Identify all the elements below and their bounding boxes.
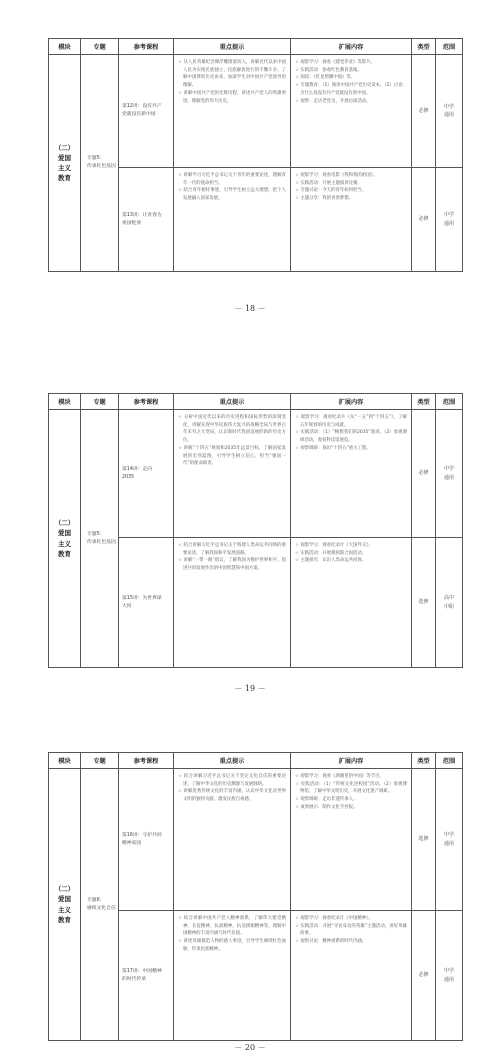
header-scope: 范围 bbox=[436, 753, 463, 769]
header-module: 模块 bbox=[49, 753, 81, 769]
extended-content-cell: ☆ 观影学习：观看《典籍里的中国》等节目。 ☆ 实践活动：（1）“传统文化进校园”活动。（2）参观博物馆，了解中华文明历史，开展文化遗产调研。 ☆ 观察调研：走访非遗传承人。 ☆ 成果展示：制作文化手抄报。 bbox=[291, 769, 412, 911]
header-scope: 范围 bbox=[436, 39, 463, 55]
course-cell: 第16讲：守护共同 精神家园 bbox=[119, 769, 174, 911]
header-type: 类型 bbox=[412, 394, 436, 410]
header-module: 模块 bbox=[49, 394, 81, 410]
header-topic: 专题 bbox=[81, 39, 119, 55]
module-cell: （二） 爱国 主义 教育 bbox=[49, 55, 81, 272]
header-module: 模块 bbox=[49, 39, 81, 55]
header-extended: 扩展内容 bbox=[291, 394, 412, 410]
type-cell: 必修 bbox=[412, 410, 436, 538]
course-cell: 第15讲：为世界谋 大同 bbox=[119, 538, 174, 668]
course-cell: 第17讲：中国精神 的时代传承 bbox=[119, 911, 174, 1041]
header-key-points: 重点提示 bbox=[174, 394, 291, 410]
table-row bbox=[49, 410, 463, 538]
header-extended: 扩展内容 bbox=[291, 39, 412, 55]
type-cell: 选修 bbox=[412, 769, 436, 911]
header-key-points: 重点提示 bbox=[174, 753, 291, 769]
extended-content-cell: ☆ 观影学习：观看纪录片《中国精神》。 ☆ 实践活动：开展“寻访身边的英雄”主题活动，讲好英雄故事。 ☆ 观察讨论：精神谱系的时代内涵。 bbox=[291, 911, 412, 1041]
header-course: 参考课程 bbox=[119, 394, 174, 410]
module-cell: （二） 爱国 主义 教育 bbox=[49, 769, 81, 1041]
type-cell: 必修 bbox=[412, 168, 436, 272]
key-points-cell: ☆ 结合讲解习近平总书记关于坚定文化自信的重要论述，了解中华文化的历史渊源与发展脉络。 ☆ 讲解优秀传统文化的丰富内涵，认识中华文化对世界文明的独特贡献，激发民族自豪感。 bbox=[174, 769, 291, 911]
key-points-cell: ☆ 结合讲解习近平总书记关于构建人类命运共同体的重要论述，了解我国和平发展道路。 ☆ 讲解“一带一路”倡议，了解我国为维护世界和平、促进共同发展作出的中国智慧和中国方案。 bbox=[174, 538, 291, 668]
header-scope: 范围 bbox=[436, 394, 463, 410]
course-cell: 第13讲：让青春为 祖国绽放 bbox=[119, 168, 174, 272]
page-2-table bbox=[48, 393, 463, 668]
type-cell: 必修 bbox=[412, 55, 436, 168]
extended-content-cell: ☆ 观影学习：观看《建党伟业》等影片。 ☆ 实践活动：参观红色教育基地。 ☆ 阅读：《红星照耀中国》等。 ☆ 专题教育：（1）阅读中国共产党历史读本。（2）讨论：为什么说没有共产党就没有新中国。 ☆ 观察：走访老党员，开展访谈活动。 bbox=[291, 55, 412, 168]
scope-cell: 中学 通用 bbox=[436, 911, 463, 1041]
topic-cell: 专题5： 传承红色基因 bbox=[81, 55, 119, 272]
header-type: 类型 bbox=[412, 753, 436, 769]
course-cell: 第14讲：走向 2035 bbox=[119, 410, 174, 538]
header-course: 参考课程 bbox=[119, 39, 174, 55]
key-points-cell: ☆ 分析中国近代以来的历史进程和国际形势的深刻变化，讲解实现中华民族伟大复兴的战略全局与世界百年未有之大变局，认识新时代我国发展的新的历史方位。 ☆ 讲解“十四五”规划和2035年远景目标，了解国家发展的宏伟蓝图，引导学生树立信心，担当“强国一代”的使命职责。 bbox=[174, 410, 291, 538]
scope-cell: 高中 中职 bbox=[436, 538, 463, 668]
type-cell: 必修 bbox=[412, 911, 436, 1041]
key-points-cell: ☆ 从人民英雄纪念碑浮雕图案切入，讲解近代以来中国人民为实现民族独立、民族解放进行的不懈斗争，了解中国梦的历史由来，加深学生对中国共产党领导的理解。 ☆ 讲解中国共产党的光辉历程，讲述共产党人的英雄事迹，理解党的伟大历史。 bbox=[174, 55, 291, 168]
page-1-table bbox=[48, 38, 463, 272]
header-course: 参考课程 bbox=[119, 753, 174, 769]
type-cell: 选修 bbox=[412, 538, 436, 668]
table-row bbox=[49, 55, 463, 168]
extended-content-cell: ☆ 观影学习：观看纪录片《大国外交》。 ☆ 实践活动：开展模拟联合国活动。 ☆ 主题探究：认识人类命运共同体。 bbox=[291, 538, 412, 668]
topic-cell: 专题5： 传承红色基因 bbox=[81, 410, 119, 668]
extended-content-cell: ☆ 观影学习：观看纪录片《从“一五”到“十四五”》，了解五年规划的历史与成就。 ☆ 实践活动：（1）“畅想我们的2035”演讲。（2）参观调研活动，观看科技馆展览。 ☆ 观察调研：探访“十四五”重大工程。 bbox=[291, 410, 412, 538]
header-extended: 扩展内容 bbox=[291, 753, 412, 769]
header-topic: 专题 bbox=[81, 394, 119, 410]
table-row bbox=[49, 769, 463, 911]
page-number: － 19 － bbox=[234, 684, 266, 693]
key-points-cell: ☆ 结合讲解中国共产党人精神谱系，了解伟大建党精神、长征精神、抗战精神、抗美援朝精神等，理解中国精神的丰富内涵与时代价值。 ☆ 讲述英雄模范人物的感人事迹，引导学生赓续红色血脉，传承民族精神。 bbox=[174, 911, 291, 1041]
extended-content-cell: ☆ 观影学习：观看电影《我和我的祖国》。 ☆ 实践活动：开展主题演讲比赛。 ☆ 专题讨论：今天的青年如何担当。 ☆ 主题分享：我的青春梦想。 bbox=[291, 168, 412, 272]
page-number: － 20 － bbox=[234, 1043, 266, 1052]
table-header-row bbox=[49, 394, 463, 410]
module-cell: （二） 爱国 主义 教育 bbox=[49, 410, 81, 668]
scope-cell: 中学 通用 bbox=[436, 410, 463, 538]
table-header-row bbox=[49, 39, 463, 55]
page-number: － 18 － bbox=[234, 304, 266, 313]
scope-cell: 中学 通用 bbox=[436, 769, 463, 911]
topic-cell: 专题6： 赓续文化自信 bbox=[81, 769, 119, 1041]
header-topic: 专题 bbox=[81, 753, 119, 769]
course-cell: 第12讲：没有共产 党就没有新中国 bbox=[119, 55, 174, 168]
scope-cell: 中学 通用 bbox=[436, 168, 463, 272]
header-type: 类型 bbox=[412, 39, 436, 55]
table-header-row bbox=[49, 753, 463, 769]
page-3-table bbox=[48, 752, 463, 1041]
scope-cell: 中学 通用 bbox=[436, 55, 463, 168]
header-key-points: 重点提示 bbox=[174, 39, 291, 55]
key-points-cell: ☆ 讲解学习习近平总书记关于青年的重要论述，理解青年一代的使命担当。 ☆ 结合青年榜样事迹，引导学生树立远大理想，把个人发展融入国家发展。 bbox=[174, 168, 291, 272]
